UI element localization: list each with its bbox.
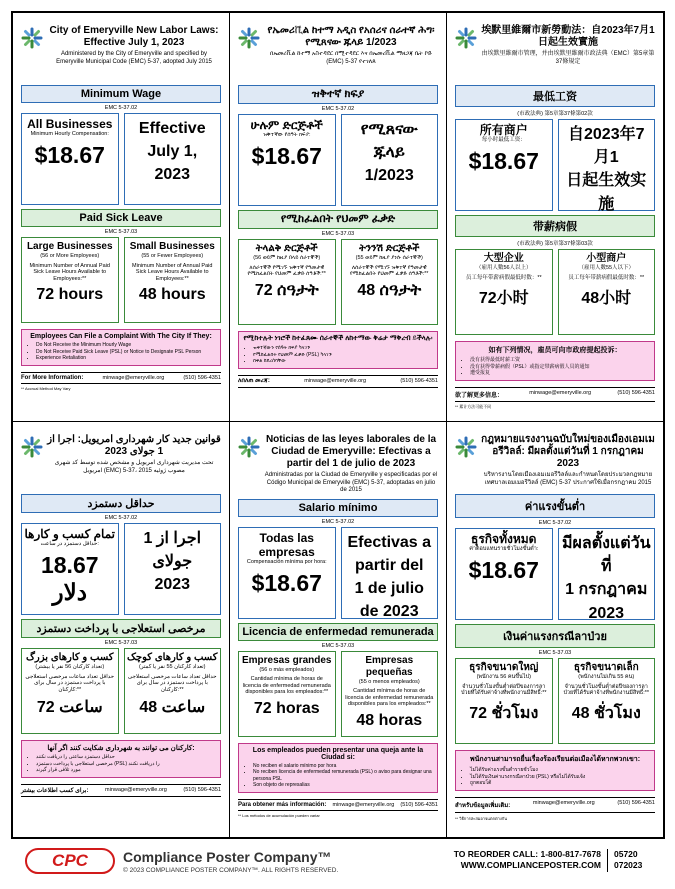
- box-title: کسب و کارهای بزرگ: [25, 652, 114, 663]
- complaint-title: የሚከተሉት ነገሮች ከተፈጸሙ ሰራተኞች ለከተማው ቅሬታ ማቅረብ ይችላሉ፡: [243, 335, 433, 342]
- box-title: 小型商户: [586, 253, 627, 264]
- box-title: ትንንሽ ድርጅቶች: [359, 243, 420, 254]
- all-businesses-box: [455, 528, 553, 620]
- complaint-item: • ถูกตอบโต้: [470, 780, 650, 787]
- contact-info: [238, 375, 438, 388]
- sick-leave-boxes: [21, 648, 221, 734]
- complaint-title: Los empleados pueden presentar una queja ante la Ciudad si:: [252, 746, 424, 761]
- contact-phone: (510) 596-4351: [183, 374, 221, 381]
- box-subtitle: (56 ወይም ከዚያ በላይ ሰራተኞች): [253, 255, 321, 261]
- contact-email: minwage@emeryville.org: [304, 377, 367, 384]
- emc-reference: EMC 5-37.02: [538, 520, 572, 526]
- complaint-item: • 遭受报复: [470, 370, 650, 377]
- info-label: For More Information:: [21, 374, 84, 381]
- box-subtitle: (55 ወይም ከዚያ ያነሱ ሰራተኞች): [355, 255, 423, 261]
- complaint-item: • مورد تلافی قرار گیرند: [36, 767, 216, 774]
- large-business-box: [238, 651, 336, 737]
- sick-hours: 72小时: [478, 290, 529, 308]
- sick-hours: 48小时: [581, 290, 632, 308]
- box-description: حداقل تعداد ساعات مرخصی استعلاجی با پرداخت دستمزد در سال برای کارکنان:**: [127, 673, 217, 693]
- copyright: © 2023 COMPLIANCE POSTER COMPANY™. ALL RIGHTS RESERVED.: [123, 867, 339, 874]
- wage-amount: 18.67 دلار: [40, 551, 99, 605]
- emc-reference: EMC 5-37.03: [538, 650, 572, 656]
- box-subtitle: ዝቅተኛው የሰዓት ክፍያ:: [262, 132, 311, 139]
- info-label: برای کسب اطلاعات بیشتر:: [21, 787, 89, 794]
- sick-hours: 48 horas: [356, 711, 423, 729]
- effective-line: 2023: [588, 604, 625, 622]
- emc-reference: EMC 5-37.02: [321, 106, 355, 112]
- box-description: Cantidad mínima de horas de licencia de enfermedad remunerada disponibles para los empleados:**: [242, 676, 331, 696]
- sick-leave-boxes: [21, 237, 221, 323]
- complaint-item: • Do Not Receive the Minimum Hourly Wage: [36, 342, 216, 349]
- emc-reference: EMC 5-37.02: [104, 105, 138, 111]
- complaint-item: • 没有获得最低时薪工资: [470, 357, 650, 364]
- panel-subtitle: Administradas por la Ciudad de Emeryville y especificadas por el Código Municipal de Emeryville (EMC) 5-37, adoptadas en julio de 2015: [264, 472, 438, 493]
- complaint-item: • No reciben licencia de enfermedad remunerada (PSL) o aviso para designar una persona PSL: [253, 769, 433, 782]
- effective-line: 1/2023: [364, 167, 414, 185]
- sick-hours: 48 ሰዓታት: [357, 281, 422, 299]
- effective-date-box: [124, 113, 222, 205]
- city-logo-icon: [455, 436, 477, 458]
- contact-phone: (510) 596-4351: [617, 389, 655, 396]
- min-wage-boxes: [238, 114, 438, 206]
- box-title: All Businesses: [27, 117, 113, 131]
- city-logo-icon: [238, 436, 260, 458]
- emc-reference: EMC 5-37.03: [104, 640, 138, 646]
- complaint-box: [21, 740, 221, 778]
- footnote: ** วิธีการสะสมอาจแตกต่างกัน: [455, 815, 507, 821]
- complaint-box: [21, 329, 221, 366]
- complaint-item: • مرخصی استعلاجی با پرداخت دستمزد (PSL) را دریافت نکنند: [36, 761, 216, 768]
- complaint-item: • 没有获得带薪病假（PSL）或指定带薪病假人员的通知: [470, 364, 650, 371]
- complaint-title: พนักงานสามารถยื่นเรื่องร้องเรียนต่อเมืองได้หากพวกเขา:: [469, 756, 641, 763]
- panel-title: City of Emeryville New Labor Laws: Effective July 1, 2023: [49, 25, 219, 48]
- contact-email: minwage@emeryville.org: [105, 786, 167, 793]
- panel-subtitle: บริหารงานโดยเมืองเอมเมอรีวิลล์และกำหนดโดยประมวลกฎหมายเทศบาลเอมเมอรีวิลล์ (EMC) 5-37 ประกาศใช้เมื่อกรกฎาคม 2015: [483, 472, 653, 486]
- sick-leave-header: Paid Sick Leave: [21, 209, 221, 227]
- complaint-box: [455, 750, 655, 791]
- complaint-item: • በቀል ከደረሰባቸው: [253, 358, 433, 365]
- complaint-item: • ไม่ได้รับค่าแรงขั้นต่ำรายชั่วโมง: [470, 767, 650, 774]
- box-description: จำนวนชั่วโมงขั้นต่ำต่อปีของการลาป่วยที่ได้รับค่าจ้างที่พนักงานมีสิทธิ์:**: [460, 683, 547, 697]
- reorder-phone: TO REORDER CALL: 1-800-817-7678: [453, 849, 601, 859]
- box-title: تمام کسب و کارها: [24, 527, 115, 541]
- complaint-title: 如有下列情况，雇员可向市政府提起投诉：: [488, 347, 622, 354]
- min-wage-boxes: [455, 119, 655, 211]
- sick-hours: 48 ชั่วโมง: [571, 704, 641, 722]
- wage-amount: $18.67: [251, 569, 322, 596]
- cpc-logo: CPC: [25, 848, 115, 874]
- poster-panel: [447, 13, 663, 421]
- panel-subtitle: تحت مدیریت شهرداری امریویل و مشخص شده توسط کد شهری امریویل (EMC) 5-37، مصوب ژوئیه 2015: [54, 460, 214, 474]
- contact-info: [238, 799, 438, 811]
- effective-date-box: [558, 119, 656, 211]
- box-title: ትላልቅ ድርጅቶች: [255, 243, 318, 254]
- effective-line: 2023: [154, 576, 191, 594]
- panel-title: 埃默里維爾市新勞動法：自2023年7月1日起生效實施: [481, 25, 655, 48]
- all-businesses-box: [21, 523, 119, 615]
- panel-subtitle: 由埃默里維爾市管理，并由埃默里維爾市政法典（EMC）第5章第37條規定: [481, 51, 655, 65]
- panel-title: กฎหมายแรงงานฉบับใหม่ของเมืองเอมเมอรีวิลล์: มีผลตั้งแต่วันที่ 1 กรกฎาคม 2023: [481, 434, 655, 469]
- small-business-box: [341, 239, 439, 325]
- sick-hours: 72 ساعت: [36, 699, 103, 717]
- sick-leave-boxes: [455, 249, 655, 335]
- poster-panel: [13, 422, 229, 830]
- box-title: Todas las empresas: [258, 530, 315, 559]
- wage-amount: $18.67: [468, 147, 539, 174]
- complaint-title: Employees Can File a Complaint With The City If They:: [30, 333, 212, 340]
- box-title: ሁሉም ድርጅቶች: [250, 118, 323, 132]
- info-label: 欲了解更多信息：: [455, 392, 504, 399]
- contact-info: [455, 387, 655, 402]
- footnote: ** Los métodos de acumulación pueden variar: [238, 812, 320, 818]
- footnote: ** 累计方法可能不同: [455, 403, 492, 409]
- effective-date-box: [558, 528, 656, 620]
- box-title: ธุรกิจทั้งหมด: [471, 532, 537, 546]
- contact-phone: (510) 596-4351: [183, 786, 221, 793]
- poster-panel: [13, 13, 229, 421]
- effective-line: Effective: [138, 120, 206, 137]
- sick-hours: 72 hours: [36, 286, 104, 304]
- panel-subtitle: Administered by the City of Emeryville and specified by Emeryville Municipal Code (EMC) 5-37, adopted July 2015: [56, 51, 212, 65]
- box-subtitle: (تعداد کارکنان 55 نفر یا کمتر): [138, 664, 206, 670]
- panel-title: የኤመሪቪል ከተማ አዲስ የአሰሪና ሰራተኛ ሕግ፡ የሚጸናው ጁላይ 1/2023: [267, 25, 435, 48]
- emc-reference: EMC 5-37.03: [321, 231, 355, 237]
- min-wage-header: Minimum Wage: [21, 85, 221, 103]
- box-subtitle: حداقل دستمزد در ساعت:: [40, 541, 99, 548]
- sick-leave-boxes: [238, 239, 438, 325]
- min-wage-boxes: [21, 523, 221, 615]
- sick-leave-boxes: [455, 658, 655, 744]
- contact-email: minwage@emeryville.org: [332, 801, 395, 808]
- company-name: Compliance Poster Company™: [123, 849, 332, 865]
- complaint-box: [455, 341, 655, 381]
- box-title: Empresas pequeñas: [365, 654, 414, 678]
- info-label: สำหรับข้อมูลเพิ่มเติม:: [455, 802, 511, 809]
- large-business-box: [21, 648, 119, 734]
- min-wage-boxes: [21, 113, 221, 205]
- panel-title: Noticias de las leyes laborales de la Ciudad de Emeryville: Efectivas a partir del 1 de julio de 2023: [265, 434, 437, 469]
- info-label: ለበለጠ መረጃ:: [238, 377, 270, 384]
- sick-leave-header: የሚከፈልበት የህመም ፈቃድ: [238, 210, 438, 229]
- effective-date-box: [341, 114, 439, 206]
- min-wage-header: 最低工资: [455, 85, 655, 107]
- poster-panel: [230, 13, 446, 421]
- contact-info: [21, 784, 221, 797]
- sick-leave-header: مرخصی استعلاجی با پرداخت دستمزد: [21, 619, 221, 638]
- large-business-box: [455, 658, 553, 744]
- footer: [11, 843, 665, 883]
- complaint-item: • ዝቅተኛውን የሰዓት ክፍያ ካላገኙ: [253, 345, 433, 352]
- emc-reference: EMC 5-37.03: [104, 229, 138, 235]
- all-businesses-box: [238, 114, 336, 206]
- complaint-item: • حداقل دستمزد ساعتی را دریافت نکنند: [36, 754, 216, 761]
- box-title: کسب و کارهای کوچک: [126, 652, 218, 663]
- small-business-box: [341, 651, 439, 737]
- contact-info: [455, 797, 655, 813]
- min-wage-boxes: [238, 527, 438, 619]
- box-description: ለሰራተኞች የሚገኙ ዝቅተኛ የዓመታዊ የሚከፈልበት የህመም ፈቃድ ሰዓቶች:**: [350, 264, 429, 278]
- effective-line: Efectivas a partir del: [347, 533, 432, 574]
- contact-phone: (510) 596-4351: [400, 801, 438, 808]
- effective-line: มีผลตั้งแต่วันที่: [561, 535, 651, 576]
- all-businesses-box: [21, 113, 119, 205]
- large-business-box: [21, 237, 119, 323]
- small-business-box: [124, 648, 222, 734]
- effective-line: اجرا از 1 جولای: [143, 530, 202, 571]
- reorder-info: [423, 849, 601, 872]
- contact-email: minwage@emeryville.org: [532, 799, 595, 806]
- effective-line: 1 กรกฎาคม: [565, 581, 648, 599]
- city-logo-icon: [455, 27, 477, 49]
- wage-amount: $18.67: [34, 141, 105, 168]
- sick-hours: 48 hours: [138, 286, 206, 304]
- sick-leave-header: 带薪病假: [455, 215, 655, 237]
- box-description: จำนวนชั่วโมงขั้นต่ำต่อปีของการลาป่วยที่ได้รับค่าจ้างที่พนักงานมีสิทธิ์:**: [563, 683, 650, 697]
- website: WWW.COMPLIANCEPOSTER.COM: [460, 860, 601, 871]
- box-title: 大型企业: [483, 253, 524, 264]
- sick-hours: 72 horas: [253, 699, 320, 717]
- min-wage-header: ค่าแรงขั้นต่ำ: [455, 494, 655, 518]
- effective-line: 2023: [154, 166, 191, 184]
- poster-panel: [447, 422, 663, 830]
- box-title: Large Businesses: [26, 241, 113, 252]
- city-logo-icon: [21, 27, 43, 49]
- box-subtitle: Minimum Hourly Compensation:: [30, 131, 109, 138]
- box-title: 所有商户: [479, 123, 528, 137]
- panel-title: قوانین جدید کار شهرداری امریویل: اجرا از 1 جولای 2023: [47, 434, 221, 457]
- wage-amount: $18.67: [251, 142, 322, 169]
- min-wage-header: Salario mínimo: [238, 499, 438, 517]
- complaint-item: • No reciben el salario mínimo por hora: [253, 763, 433, 770]
- complaint-item: • Experience Retaliation: [36, 355, 216, 362]
- box-description: حداقل تعداد ساعات مرخصی استعلاجی با پرداخت دستمزد در سال برای کارکنان:**: [25, 673, 115, 693]
- complaint-item: • Do Not Receive Paid Sick Leave (PSL) or Notice to Designate PSL Person: [36, 349, 216, 356]
- min-wage-boxes: [455, 528, 655, 620]
- emc-reference: EMC 5-37.02: [321, 518, 355, 525]
- box-title: ธุรกิจขนาดเล็ก: [573, 662, 639, 673]
- city-logo-icon: [238, 27, 260, 49]
- effective-line: የሚጸናው: [360, 121, 418, 138]
- effective-line: de 2023: [359, 603, 419, 621]
- complaint-box: [238, 331, 438, 369]
- box-description: Cantidad mínima de horas de licencia de enfermedad remunerada disponibles para los empleados:**: [345, 688, 434, 708]
- wage-amount: $18.67: [468, 556, 539, 583]
- small-business-box: [558, 249, 656, 335]
- box-subtitle: (55 o menos empleados): [358, 678, 420, 685]
- sick-leave-boxes: [238, 651, 438, 737]
- box-subtitle: （雇用人數55人以下）: [578, 265, 635, 271]
- revision-code: 072023: [614, 860, 643, 871]
- complaint-box: [238, 743, 438, 793]
- box-subtitle: Compensación mínima por hora:: [246, 559, 327, 566]
- info-label: Para obtener más información:: [238, 801, 327, 808]
- contact-email: minwage@emeryville.org: [529, 389, 592, 396]
- contact-phone: (510) 596-4351: [400, 377, 438, 384]
- effective-line: ጁላይ: [373, 144, 405, 162]
- box-title: ธุรกิจขนาดใหญ่: [469, 662, 539, 673]
- emc-reference: (市政法典) 第5章第37條第03款: [517, 241, 593, 247]
- complaint-item: • Son objeto de represalias: [253, 782, 433, 789]
- poster-code: 05720: [614, 849, 638, 859]
- box-subtitle: 每小时最低工资：: [481, 137, 526, 144]
- min-wage-header: ዝቅተኛ ክፍያ: [238, 85, 438, 104]
- large-business-box: [455, 249, 553, 335]
- box-subtitle: (56 o más empleados): [259, 666, 315, 673]
- effective-line: 日起生效实施: [566, 172, 647, 213]
- large-business-box: [238, 239, 336, 325]
- small-business-box: [558, 658, 656, 744]
- min-wage-header: حداقل دستمزد: [21, 494, 221, 513]
- all-businesses-box: [455, 119, 553, 211]
- complaint-item: • ไม่ได้รับเงินค่าแรงกรณีลาป่วย (PSL) หรือไม่ได้รับแจ้ง: [470, 774, 650, 781]
- emc-reference: (市政法典) 第5章第37條第02款: [517, 111, 593, 117]
- box-description: 员工每年带薪病假最低时数：**: [465, 274, 542, 281]
- sick-hours: 48 ساعت: [139, 699, 206, 717]
- sick-leave-header: Licencia de enfermedad remunerada: [238, 623, 438, 641]
- contact-phone: (510) 596-4351: [617, 799, 655, 806]
- emc-reference: EMC 5-37.02: [104, 515, 138, 521]
- box-subtitle: （雇用人數56人以上）: [475, 265, 532, 271]
- poster-codes: [607, 849, 642, 872]
- contact-email: minwage@emeryville.org: [102, 374, 165, 381]
- effective-line: 自2023年7月1: [568, 126, 645, 167]
- box-description: 员工每年带薪病假最低时数：**: [568, 274, 645, 281]
- box-subtitle: (56 or More Employees): [40, 253, 100, 259]
- box-description: Minimum Number of Annual Paid Sick Leave Hours Available to Employees:**: [132, 262, 213, 282]
- box-subtitle: (พนักงานไม่เกิน 55 คน): [578, 674, 635, 680]
- sick-leave-header: เงินค่าแรงกรณีลาป่วย: [455, 624, 655, 648]
- panel-subtitle: በኤመሪቪል ከተማ አስተዳደር በሚተዳደር እና በኤመሪቪል ማዘጋጃ ቤት ኮድ (EMC) 5-37 የተገለጸ: [269, 51, 433, 65]
- effective-date-box: [341, 527, 439, 619]
- contact-info: [21, 372, 221, 384]
- box-subtitle: (พนักงาน 56 คนขึ้นไป): [476, 674, 531, 680]
- box-title: Small Businesses: [129, 241, 215, 252]
- box-subtitle: (55 or Fewer Employees): [141, 253, 204, 259]
- effective-line: July 1,: [147, 143, 198, 161]
- complaint-title: کارکنان می توانند به شهرداری شکایت کنند اگر آنها:: [47, 745, 195, 752]
- all-businesses-box: [238, 527, 336, 619]
- sick-hours: 72 ชั่วโมง: [469, 704, 539, 722]
- box-description: Minimum Number of Annual Paid Sick Leave Hours Available to Employees:**: [29, 262, 110, 282]
- city-logo-icon: [21, 436, 43, 458]
- emc-reference: EMC 5-37.03: [321, 642, 355, 649]
- footnote: ** Accrual Method May Vary: [21, 385, 71, 391]
- poster: [11, 11, 665, 839]
- sick-hours: 72 ሰዓታት: [254, 281, 319, 299]
- box-subtitle: ค่าตอบแทนรายชั่วโมงขั้นต่ำ:: [469, 546, 539, 553]
- effective-line: 1 de julio: [354, 579, 424, 597]
- box-subtitle: (تعداد کارکنان 56 نفر یا بیشتر): [35, 664, 105, 670]
- box-description: ለሰራተኞች የሚገኙ ዝቅተኛ የዓመታዊ የሚከፈልበት የህመም ፈቃድ ሰዓቶች:**: [247, 264, 326, 278]
- effective-date-box: [124, 523, 222, 615]
- box-title: Empresas grandes: [242, 654, 332, 666]
- complaint-item: • የሚከፈልበት የህመም ፈቃድ (PSL) ካላገኙ: [253, 352, 433, 359]
- poster-panel: [230, 422, 446, 830]
- small-business-box: [124, 237, 222, 323]
